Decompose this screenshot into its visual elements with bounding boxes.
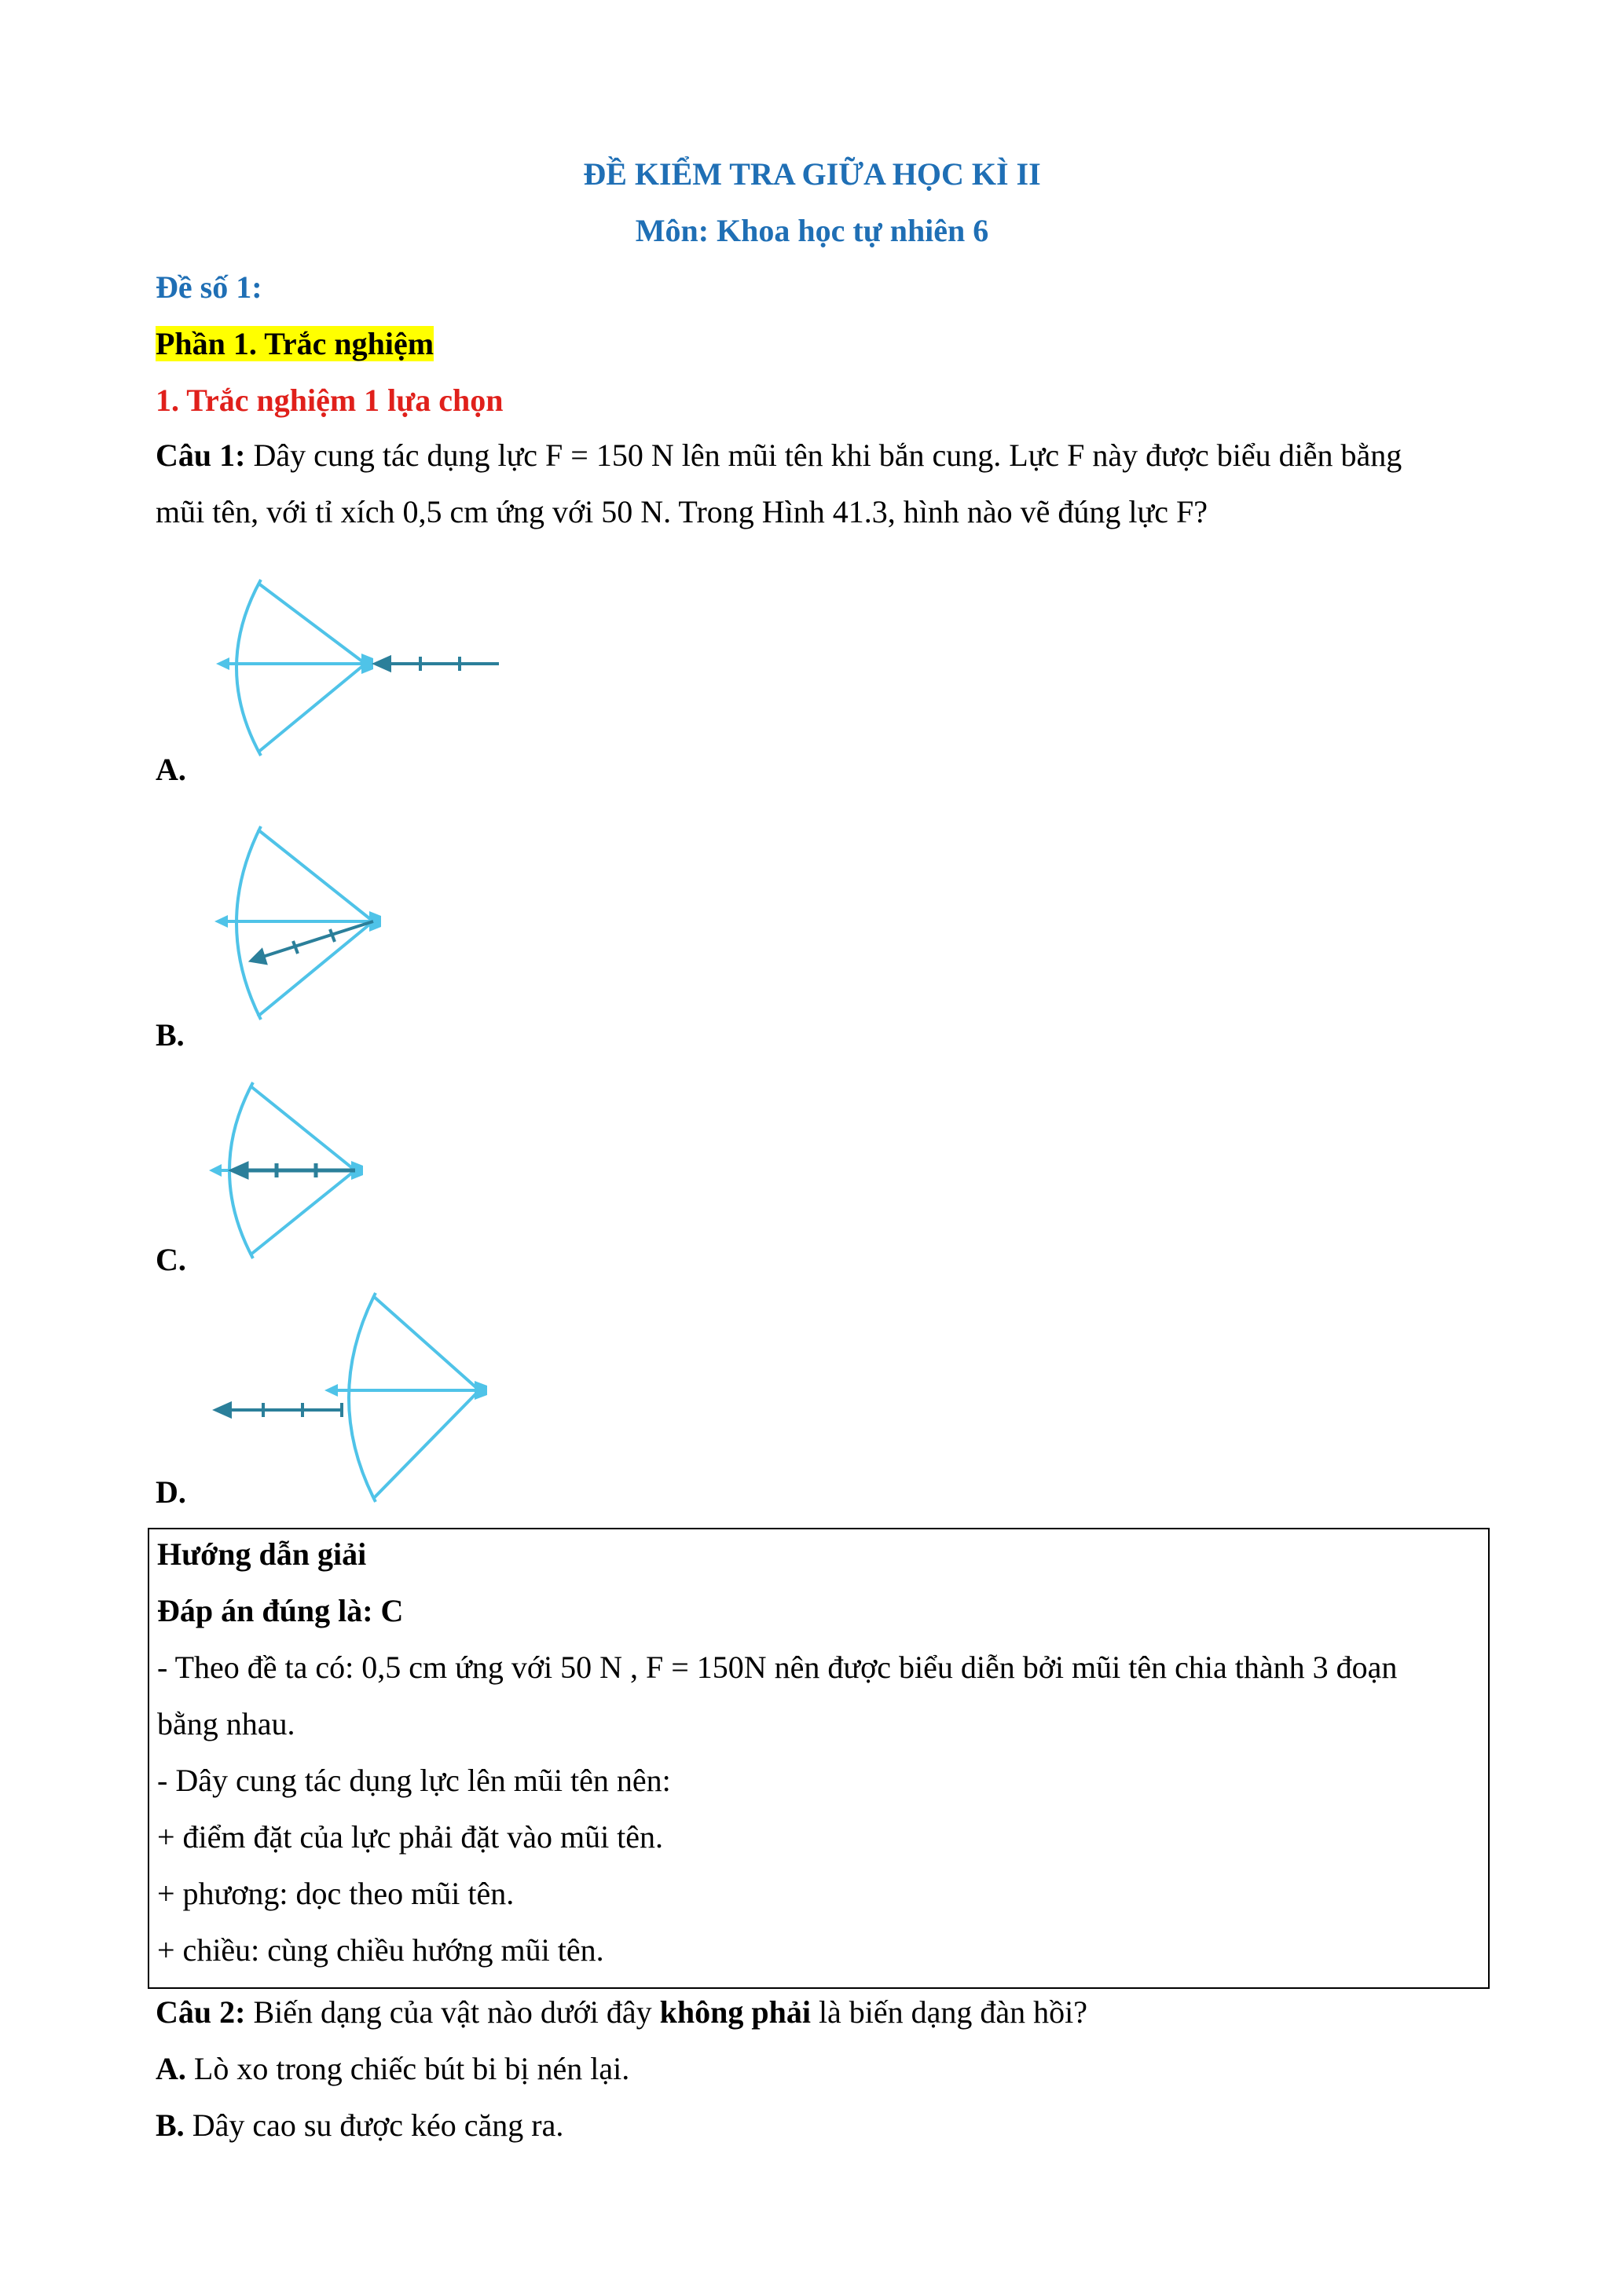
- bow-string-bottom: [258, 664, 365, 753]
- bow-string-top: [258, 829, 373, 921]
- bow-string-top: [258, 583, 365, 664]
- solution-line: - Dây cung tác dụng lực lên mũi tên nên:: [157, 1763, 671, 1798]
- bow-string-bottom: [250, 1170, 355, 1255]
- exam-number: Đề số 1:: [156, 269, 262, 305]
- bow-figure-a: [212, 566, 511, 770]
- solution-box: [148, 1528, 1490, 1989]
- bow-string-top: [250, 1086, 355, 1170]
- solution-line: + điểm đặt của lực phải đặt vào mũi tên.: [157, 1819, 664, 1855]
- bow-figure-b: [212, 817, 416, 1029]
- q1-option-d[interactable]: D.: [156, 1474, 186, 1510]
- force-vector-head: [216, 1404, 230, 1416]
- bow-limb: [236, 580, 261, 756]
- solution-line: + chiều: cùng chiều hướng mũi tên.: [157, 1932, 604, 1968]
- force-vector-head: [376, 657, 390, 670]
- bow-string-top: [373, 1296, 479, 1390]
- arrow-head: [209, 1164, 222, 1177]
- q1-line2: mũi tên, với tỉ xích 0,5 cm ứng với 50 N. Trong Hình 41.3, hình nào vẽ đúng lực F?: [156, 494, 1208, 529]
- force-vector-head: [233, 1164, 247, 1177]
- force-vector: [253, 921, 373, 960]
- bow-figure-c: [206, 1076, 379, 1265]
- q1-option-a[interactable]: A.: [156, 752, 186, 787]
- arrow-head: [324, 1384, 338, 1397]
- solution-heading: Hướng dẫn giải: [157, 1536, 367, 1572]
- q2-text: Câu 2: Biến dạng của vật nào dưới đây không phải là biến dạng đàn hồi?: [156, 1994, 1088, 2030]
- part1-subheading: 1. Trắc nghiệm 1 lựa chọn: [156, 383, 504, 418]
- bow-limb: [349, 1293, 376, 1502]
- bow-string-bottom: [373, 1390, 479, 1499]
- bow-figure-d: [212, 1288, 495, 1508]
- part1-heading: Phần 1. Trắc nghiệm: [156, 326, 434, 361]
- bow-string-bottom: [258, 921, 373, 1016]
- solution-line: bằng nhau.: [157, 1706, 295, 1741]
- force-tick: [330, 929, 335, 942]
- force-tick: [293, 941, 298, 954]
- solution-line: + phương: dọc theo mũi tên.: [157, 1876, 515, 1911]
- arrow-fletching: [475, 1381, 487, 1400]
- q1-line1: Câu 1: Dây cung tác dụng lực F = 150 N lên mũi tên khi bắn cung. Lực F này được biểu diễn bằng: [156, 438, 1402, 473]
- arrow-fletching: [361, 654, 373, 674]
- q2-option-a[interactable]: A. Lò xo trong chiếc bút bi bị nén lại.: [156, 2051, 630, 2086]
- arrow-head: [216, 657, 229, 670]
- q1-option-c[interactable]: C.: [156, 1242, 186, 1277]
- solution-line: - Theo đề ta có: 0,5 cm ứng với 50 N , F = 150N nên được biểu diễn bởi mũi tên chia thành 3 đoạn: [157, 1650, 1398, 1685]
- solution-answer: Đáp án đúng là: C: [157, 1593, 404, 1628]
- page-title: ĐỀ KIỂM TRA GIỮA HỌC KÌ II: [583, 156, 1041, 192]
- q1-option-b[interactable]: B.: [156, 1017, 185, 1053]
- q2-option-b[interactable]: B. Dây cao su được kéo căng ra.: [156, 2107, 564, 2143]
- subject-title: Môn: Khoa học tự nhiên 6: [635, 213, 989, 248]
- force-vector-head: [251, 950, 266, 963]
- arrow-head: [214, 915, 228, 928]
